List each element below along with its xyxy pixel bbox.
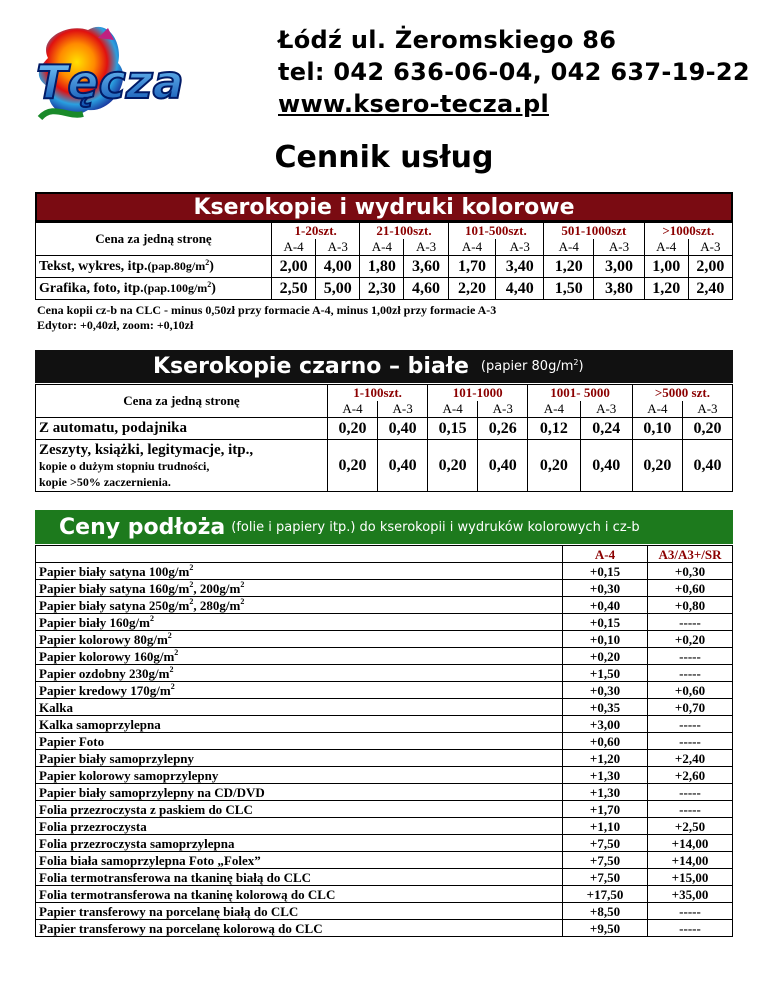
table-row (36, 750, 733, 767)
row-label: Zeszyty, książki, legitymacje, itp., kopie o dużym stopniu trudności, kopie >50% zaczernienia. (36, 440, 328, 492)
media-name: Papier kolorowy $160g/m^2$ (36, 648, 563, 665)
table-row (36, 903, 733, 920)
price: 2,00 (688, 256, 732, 278)
table-row (36, 631, 733, 648)
price-a4: +1,20 (563, 750, 648, 767)
price-a3: ----- (648, 716, 733, 733)
price-a4: +1,30 (563, 767, 648, 784)
price: 0,40 (378, 418, 428, 440)
price-a4: +9,50 (563, 920, 648, 937)
price-a3: ----- (648, 733, 733, 750)
media-name: Papier biały samoprzylepny na CD/DVD (36, 784, 563, 801)
price: 0,20 (632, 440, 682, 492)
price-a4: +0,30 (563, 580, 648, 597)
row-label: Tekst, wykres, $itp.(pap.80g/m^2)$ (36, 256, 272, 278)
price: 2,00 (272, 256, 316, 278)
color-range: 1-20szt. (272, 223, 360, 240)
price: 3,60 (404, 256, 448, 278)
price: 0,40 (580, 440, 632, 492)
price-a3: +0,20 (648, 631, 733, 648)
media-name: Folia termotransferowa na tkaninę białą do CLC (36, 869, 563, 886)
table-row (36, 614, 733, 631)
price-a3: ----- (648, 665, 733, 682)
price: 0,40 (478, 440, 528, 492)
price-a3: ----- (648, 801, 733, 818)
bw-section-note: (papier $80g/m^2$) (480, 358, 584, 374)
price-a3: ----- (648, 614, 733, 631)
price: 0,20 (528, 440, 580, 492)
price-a4: +0,35 (563, 699, 648, 716)
table-row (36, 597, 733, 614)
size-label: A-4 (448, 239, 496, 256)
price-a4: +0,15 (563, 614, 648, 631)
media-name: Kalka (36, 699, 563, 716)
price-a4: +0,30 (563, 682, 648, 699)
table-row (36, 716, 733, 733)
col-a3: A3/A3+/SR (648, 546, 733, 563)
size-label: A-3 (580, 401, 632, 418)
bw-section-heading (35, 350, 733, 383)
size-label: A-3 (682, 401, 732, 418)
price-a3: +0,60 (648, 682, 733, 699)
row-label: Grafika, foto, $itp.(pap.100g/m^2)$ (36, 278, 272, 300)
media-price-table (35, 545, 733, 937)
table-row (36, 784, 733, 801)
table-row (36, 801, 733, 818)
media-name: Papier biały satyna $100g/m^2$ (36, 563, 563, 580)
media-name: Papier biały satyna $160g/m^2$, $200g/m^2$ (36, 580, 563, 597)
price: 0,24 (580, 418, 632, 440)
bw-range: 1001- 5000 (528, 385, 633, 402)
media-section-title: Ceny podłoża (59, 514, 226, 540)
table-row (36, 886, 733, 903)
bw-range: >5000 szt. (632, 385, 732, 402)
media-name: Folia biała samoprzylepna Foto „Folex” (36, 852, 563, 869)
price: 0,10 (632, 418, 682, 440)
media-name: Papier transferowy na porcelanę kolorową do CLC (36, 920, 563, 937)
page-title: Cennik usług (274, 140, 494, 175)
price: 0,20 (328, 418, 378, 440)
price-a3: +2,40 (648, 750, 733, 767)
address: Łódź ul. Żeromskiego 86 (278, 26, 617, 54)
price-a4: +17,50 (563, 886, 648, 903)
media-name: Papier kolorowy $80g/m^2$ (36, 631, 563, 648)
table-row (36, 733, 733, 750)
media-name: Papier transferowy na porcelanę białą do CLC (36, 903, 563, 920)
media-name: Folia termotransferowa na tkaninę kolorową do CLC (36, 886, 563, 903)
price: 2,30 (360, 278, 404, 300)
size-label: A-3 (404, 239, 448, 256)
price-a3: +2,60 (648, 767, 733, 784)
price: 0,26 (478, 418, 528, 440)
price-a4: +7,50 (563, 869, 648, 886)
price-a3: +2,50 (648, 818, 733, 835)
price-a4: +0,20 (563, 648, 648, 665)
price: 0,12 (528, 418, 580, 440)
price: 1,80 (360, 256, 404, 278)
price: 0,40 (378, 440, 428, 492)
price: 3,80 (594, 278, 644, 300)
price-a3: +0,60 (648, 580, 733, 597)
price: 3,00 (594, 256, 644, 278)
price-a4: +7,50 (563, 835, 648, 852)
price: 0,15 (428, 418, 478, 440)
price-a3: +15,00 (648, 869, 733, 886)
table-row (36, 278, 733, 300)
table-row (36, 648, 733, 665)
price-a3: +35,00 (648, 886, 733, 903)
media-name: Kalka samoprzylepna (36, 716, 563, 733)
size-label: A-3 (688, 239, 732, 256)
price: 1,70 (448, 256, 496, 278)
price-a4: +8,50 (563, 903, 648, 920)
color-range: 101-500szt. (448, 223, 544, 240)
color-section-title: Kserokopie i wydruki kolorowe (193, 194, 575, 220)
media-name: Papier biały satyna $250g/m^2$, $280g/m^2$ (36, 597, 563, 614)
price: 4,00 (316, 256, 360, 278)
size-label: A-3 (496, 239, 544, 256)
editor-note: Edytor: +0,40zł, zoom: +0,10zł (37, 318, 194, 332)
price-a3: ----- (648, 784, 733, 801)
price: 0,20 (682, 418, 732, 440)
table-row (36, 869, 733, 886)
size-label: A-3 (378, 401, 428, 418)
tecza-logo (28, 18, 258, 128)
table-row (36, 580, 733, 597)
table-row (36, 682, 733, 699)
price-a4: +1,10 (563, 818, 648, 835)
price: 2,20 (448, 278, 496, 300)
price: 3,40 (496, 256, 544, 278)
color-range: 501-1000szt (544, 223, 644, 240)
price-a3: +0,70 (648, 699, 733, 716)
website-link[interactable]: www.ksero-tecza.pl (278, 90, 549, 118)
price-a3: +14,00 (648, 835, 733, 852)
media-name: Papier biały samoprzylepny (36, 750, 563, 767)
price: 0,20 (428, 440, 478, 492)
price: 4,60 (404, 278, 448, 300)
price-a4: +1,50 (563, 665, 648, 682)
bw-section-title: Kserokopie czarno – białe (153, 354, 469, 379)
bw-range: 1-100szt. (328, 385, 428, 402)
size-label: A-4 (632, 401, 682, 418)
price: 2,50 (272, 278, 316, 300)
media-name: Folia przezroczysta (36, 818, 563, 835)
media-name: Papier kredowy $170g/m^2$ (36, 682, 563, 699)
price-a4: +0,10 (563, 631, 648, 648)
price-a4: +7,50 (563, 852, 648, 869)
price: 0,20 (328, 440, 378, 492)
media-name: Folia przezroczysta samoprzylepna (36, 835, 563, 852)
table-row (36, 767, 733, 784)
media-name: Papier biały $160g/m^2$ (36, 614, 563, 631)
table-row (36, 418, 733, 440)
size-label: A-3 (594, 239, 644, 256)
price: 1,20 (644, 278, 688, 300)
table-row (36, 835, 733, 852)
table-row (36, 852, 733, 869)
price-a4: +1,30 (563, 784, 648, 801)
media-header-empty (36, 546, 563, 563)
phone: tel: 042 636-06-04, 042 637-19-22 (278, 58, 750, 86)
media-name: Papier ozdobny $230g/m^2$ (36, 665, 563, 682)
color-range: >1000szt. (644, 223, 732, 240)
price: 1,00 (644, 256, 688, 278)
table-row (36, 699, 733, 716)
col-a4: A-4 (563, 546, 648, 563)
media-name: Papier Foto (36, 733, 563, 750)
size-label: A-4 (644, 239, 688, 256)
row-label: Z automatu, podajnika (36, 418, 328, 440)
media-name: Folia przezroczysta z paskiem do CLC (36, 801, 563, 818)
table-row (36, 920, 733, 937)
size-label: A-3 (316, 239, 360, 256)
bw-range: 101-1000 (428, 385, 528, 402)
price: 0,40 (682, 440, 732, 492)
size-label: A-4 (360, 239, 404, 256)
price: 2,40 (688, 278, 732, 300)
size-label: A-4 (544, 239, 594, 256)
price: 1,20 (544, 256, 594, 278)
color-range: 21-100szt. (360, 223, 448, 240)
price-a4: +0,60 (563, 733, 648, 750)
price-a3: +0,30 (648, 563, 733, 580)
price: 1,50 (544, 278, 594, 300)
table-row (36, 563, 733, 580)
bw-row-header: Cena za jedną stronę (36, 385, 328, 418)
table-row (36, 440, 733, 492)
price: 4,40 (496, 278, 544, 300)
price-a3: ----- (648, 903, 733, 920)
price-a3: ----- (648, 648, 733, 665)
price-a4: +3,00 (563, 716, 648, 733)
media-section-note: (folie i papiery itp.) do kserokopii i wydruków kolorowych i cz-b (231, 519, 640, 535)
color-row-header: Cena za jedną stronę (36, 223, 272, 256)
table-row (36, 818, 733, 835)
price-a3: +0,80 (648, 597, 733, 614)
table-row (36, 256, 733, 278)
price-a4: +1,70 (563, 801, 648, 818)
bw-price-table (35, 384, 733, 492)
table-row (36, 665, 733, 682)
price-a3: +14,00 (648, 852, 733, 869)
size-label: A-3 (478, 401, 528, 418)
clc-note: Cena kopii cz-b na CLC - minus 0,50zł przy formacie A-4, minus 1,00zł przy formacie A-3 (37, 303, 497, 317)
size-label: A-4 (328, 401, 378, 418)
logo-text: Tęcza (36, 55, 184, 109)
color-section-heading (35, 192, 733, 222)
price-a4: +0,40 (563, 597, 648, 614)
price: 5,00 (316, 278, 360, 300)
price-a3: ----- (648, 920, 733, 937)
size-label: A-4 (528, 401, 580, 418)
price-a4: +0,15 (563, 563, 648, 580)
media-name: Papier kolorowy samoprzylepny (36, 767, 563, 784)
size-label: A-4 (428, 401, 478, 418)
size-label: A-4 (272, 239, 316, 256)
color-price-table (35, 222, 733, 300)
media-section-heading (35, 510, 733, 544)
